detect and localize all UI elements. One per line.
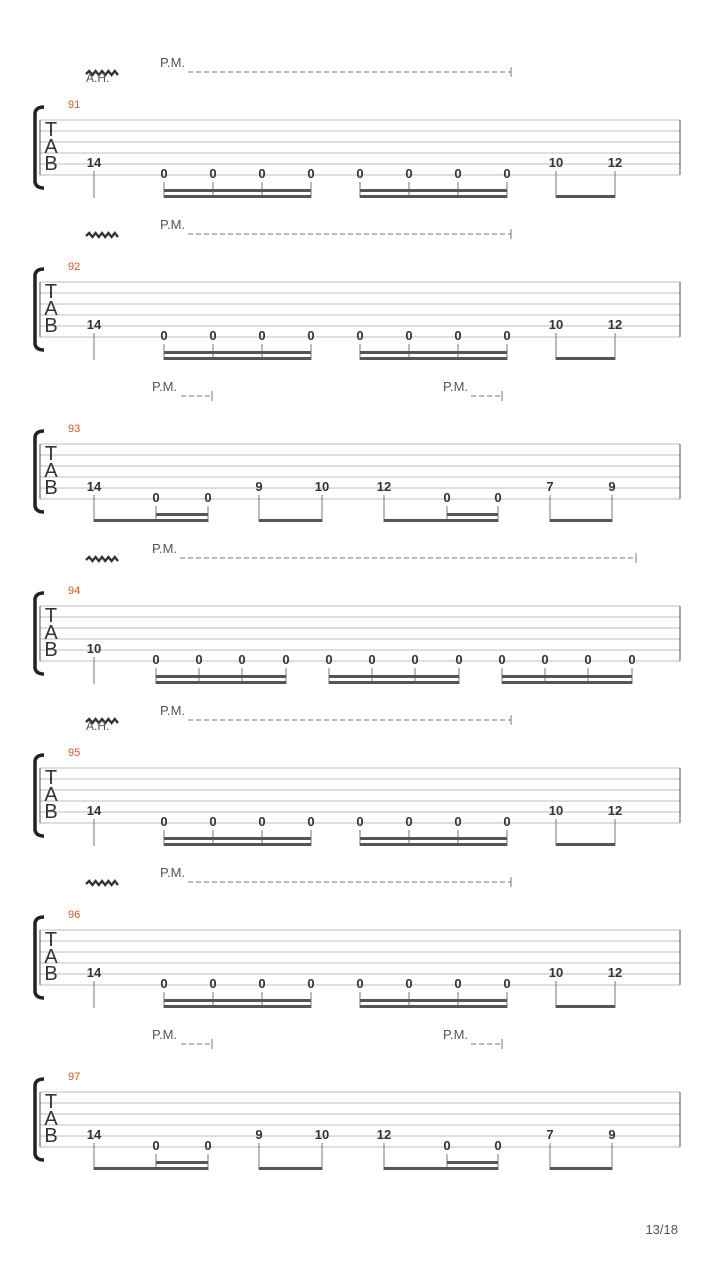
tab-system [35, 541, 680, 684]
beam-secondary [502, 675, 632, 678]
fret-number: 0 [209, 328, 217, 343]
fret-number: 0 [405, 814, 413, 829]
tab-clef-letter: B [44, 1125, 58, 1147]
tab-system [35, 217, 680, 360]
palm-mute-label: P.M. [152, 541, 178, 556]
fret-number: 0 [152, 1138, 160, 1153]
fret-number: 14 [86, 155, 102, 170]
beam [384, 519, 498, 522]
fret-number: 14 [86, 1127, 102, 1142]
fret-number: 0 [307, 814, 315, 829]
fret-number: 0 [454, 328, 462, 343]
measure-number: 93 [68, 423, 81, 435]
fret-number: 0 [455, 652, 463, 667]
palm-mute-label: P.M. [443, 1027, 469, 1042]
fret-number: 10 [314, 1127, 330, 1142]
fret-number: 0 [356, 166, 364, 181]
beam [329, 681, 459, 684]
measure-number: 92 [68, 261, 81, 273]
beam [360, 195, 507, 198]
measure-number: 91 [68, 99, 81, 111]
vibrato-mark [86, 233, 118, 237]
fret-number: 0 [503, 976, 511, 991]
tab-system [35, 55, 680, 198]
beam-secondary [164, 351, 311, 354]
tab-clef-letter: B [44, 639, 58, 661]
fret-number: 9 [608, 1127, 616, 1142]
beam [164, 357, 311, 360]
tab-clef-letter: A [44, 298, 58, 320]
beam-secondary [164, 837, 311, 840]
fret-number: 10 [86, 641, 102, 656]
fret-number: 12 [607, 317, 623, 332]
tab-clef-letter: B [44, 801, 58, 823]
beam-secondary [447, 513, 498, 516]
fret-number: 0 [238, 652, 246, 667]
fret-number: 0 [494, 490, 502, 505]
fret-number: 0 [160, 976, 168, 991]
fret-number: 0 [356, 814, 364, 829]
beam-secondary [360, 999, 507, 1002]
palm-mute-label: P.M. [160, 865, 186, 880]
fret-number: 0 [152, 652, 160, 667]
beam [164, 1005, 311, 1008]
tab-clef-letter: B [44, 963, 58, 985]
fret-number: 0 [160, 166, 168, 181]
fret-number: 0 [258, 328, 266, 343]
beam [556, 1005, 615, 1008]
page-number: 13/18 [645, 1222, 678, 1237]
fret-number: 0 [405, 976, 413, 991]
fret-number: 0 [405, 328, 413, 343]
fret-number: 12 [607, 155, 623, 170]
beam [259, 1167, 322, 1170]
beam [164, 195, 311, 198]
measure-number: 97 [68, 1071, 81, 1083]
fret-number: 0 [258, 976, 266, 991]
fret-number: 7 [546, 479, 554, 494]
fret-number: 0 [160, 814, 168, 829]
tab-clef-letter: B [44, 315, 58, 337]
fret-number: 0 [356, 976, 364, 991]
fret-number: 12 [376, 479, 392, 494]
fret-number: 10 [314, 479, 330, 494]
measure-number: 96 [68, 909, 81, 921]
fret-number: 0 [443, 1138, 451, 1153]
tab-system [35, 379, 680, 522]
tab-clef-letter: A [44, 622, 58, 644]
tab-clef-letter: A [44, 946, 58, 968]
beam-secondary [360, 351, 507, 354]
fret-number: 0 [405, 166, 413, 181]
tab-clef-letter: T [44, 443, 58, 465]
beam [384, 1167, 498, 1170]
beam [360, 843, 507, 846]
fret-number: 0 [209, 814, 217, 829]
beam [556, 357, 615, 360]
fret-number: 0 [204, 1138, 212, 1153]
beam-secondary [329, 675, 459, 678]
beam [259, 519, 322, 522]
beam-secondary [164, 999, 311, 1002]
fret-number: 0 [152, 490, 160, 505]
fret-number: 12 [607, 803, 623, 818]
beam [94, 1167, 208, 1170]
vibrato-mark [86, 881, 118, 885]
palm-mute-label: P.M. [160, 703, 186, 718]
beam-secondary [156, 675, 286, 678]
palm-mute-label: P.M. [160, 217, 186, 232]
beam-secondary [360, 189, 507, 192]
vibrato-mark [86, 557, 118, 561]
fret-number: 9 [608, 479, 616, 494]
fret-number: 0 [584, 652, 592, 667]
beam-secondary [360, 837, 507, 840]
tab-clef-letter: T [44, 767, 58, 789]
fret-number: 14 [86, 479, 102, 494]
fret-number: 0 [307, 328, 315, 343]
tab-clef-letter: T [44, 605, 58, 627]
tab-clef-letter: B [44, 477, 58, 499]
fret-number: 0 [541, 652, 549, 667]
fret-number: 0 [209, 976, 217, 991]
tab-clef-letter: A [44, 784, 58, 806]
fret-number: 14 [86, 317, 102, 332]
fret-number: 0 [454, 976, 462, 991]
beam [502, 681, 632, 684]
beam [360, 1005, 507, 1008]
fret-number: 0 [325, 652, 333, 667]
fret-number: 10 [548, 155, 564, 170]
fret-number: 0 [209, 166, 217, 181]
fret-number: 0 [160, 328, 168, 343]
fret-number: 12 [376, 1127, 392, 1142]
artificial-harmonic-label: A.H. [86, 719, 110, 733]
fret-number: 0 [282, 652, 290, 667]
fret-number: 0 [503, 166, 511, 181]
beam [556, 195, 615, 198]
measure-number: 94 [68, 585, 81, 597]
tab-clef-letter: A [44, 136, 58, 158]
beam [556, 843, 615, 846]
tab-clef-letter: T [44, 119, 58, 141]
fret-number: 10 [548, 965, 564, 980]
beam [94, 519, 208, 522]
fret-number: 0 [503, 814, 511, 829]
fret-number: 0 [443, 490, 451, 505]
tab-clef-letter: T [44, 1091, 58, 1113]
fret-number: 0 [307, 976, 315, 991]
fret-number: 0 [258, 166, 266, 181]
tab-clef-letter: T [44, 281, 58, 303]
fret-number: 0 [411, 652, 419, 667]
beam-secondary [156, 513, 208, 516]
fret-number: 0 [356, 328, 364, 343]
beam [156, 681, 286, 684]
fret-number: 0 [368, 652, 376, 667]
fret-number: 14 [86, 803, 102, 818]
tab-clef-letter: B [44, 153, 58, 175]
fret-number: 0 [195, 652, 203, 667]
tab-system [35, 703, 680, 846]
fret-number: 10 [548, 803, 564, 818]
beam [550, 519, 612, 522]
tab-system [35, 1027, 680, 1170]
beam-secondary [164, 189, 311, 192]
fret-number: 0 [258, 814, 266, 829]
fret-number: 9 [255, 479, 263, 494]
fret-number: 0 [628, 652, 636, 667]
fret-number: 0 [494, 1138, 502, 1153]
measure-number: 95 [68, 747, 81, 759]
fret-number: 10 [548, 317, 564, 332]
fret-number: 0 [454, 814, 462, 829]
fret-number: 0 [503, 328, 511, 343]
beam [164, 843, 311, 846]
beam-secondary [447, 1161, 498, 1164]
palm-mute-label: P.M. [152, 1027, 178, 1042]
fret-number: 14 [86, 965, 102, 980]
fret-number: 7 [546, 1127, 554, 1142]
tab-clef-letter: A [44, 460, 58, 482]
fret-number: 0 [307, 166, 315, 181]
tab-system [35, 865, 680, 1008]
palm-mute-label: P.M. [443, 379, 469, 394]
fret-number: 9 [255, 1127, 263, 1142]
beam-secondary [156, 1161, 208, 1164]
fret-number: 0 [204, 490, 212, 505]
beam [550, 1167, 612, 1170]
palm-mute-label: P.M. [152, 379, 178, 394]
tab-clef-letter: T [44, 929, 58, 951]
tab-clef-letter: A [44, 1108, 58, 1130]
fret-number: 0 [498, 652, 506, 667]
artificial-harmonic-label: A.H. [86, 71, 110, 85]
fret-number: 0 [454, 166, 462, 181]
fret-number: 12 [607, 965, 623, 980]
palm-mute-label: P.M. [160, 55, 186, 70]
beam [360, 357, 507, 360]
